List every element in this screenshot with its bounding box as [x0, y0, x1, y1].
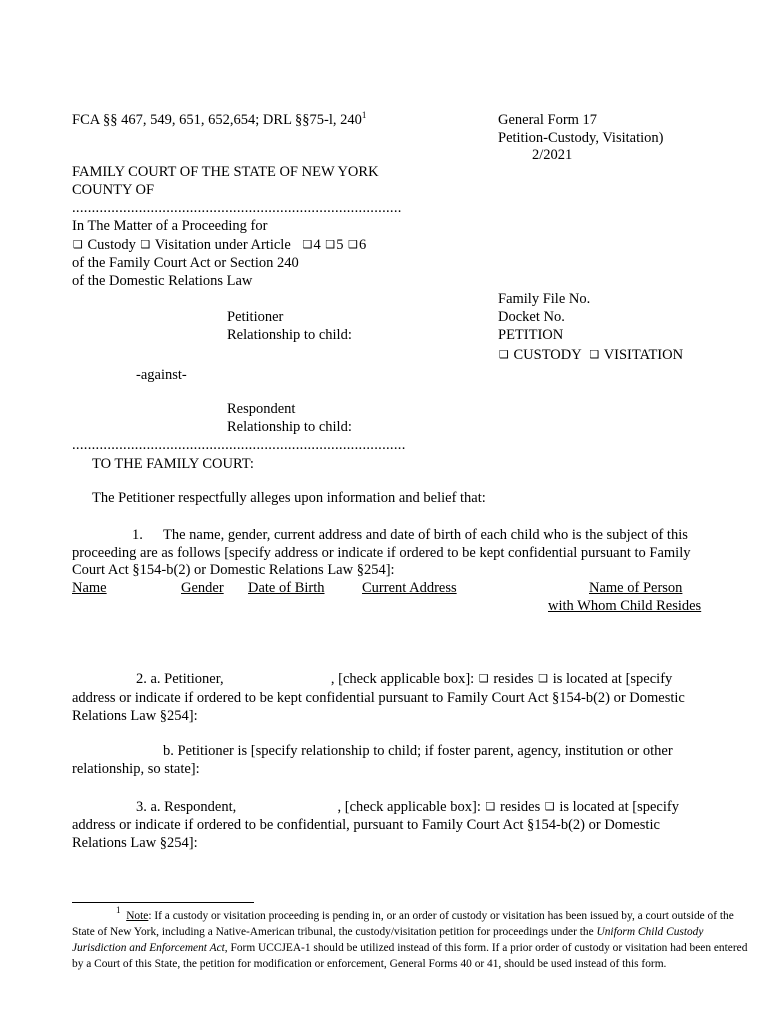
form-date: 2/2021 [532, 147, 573, 163]
county-label: COUNTY OF [72, 182, 155, 198]
footnote-rule [72, 902, 254, 903]
para-3a-line-2: address or indicate if ordered to be confidential, pursuant to Family Court Act §154-b(2) or Domestic [72, 817, 660, 833]
proceeding-type-line: ❑ Custody ❑ Visitation under Article ❑4 ❑5 ❑6 [73, 237, 367, 253]
respondent-label: Respondent [227, 401, 296, 417]
para-1-line-1: The name, gender, current address and date of birth of each child who is the subject of this [163, 527, 688, 543]
docket-no: Docket No. [498, 309, 565, 325]
petitioner-located-checkbox[interactable]: ❑ [538, 672, 549, 685]
para-2a-line-2: address or indicate if ordered to be kept confidential pursuant to Family Court Act §154-b(2) or Domestic [72, 690, 685, 706]
visitation-checkbox[interactable]: ❑ [140, 238, 151, 251]
form-title: Petition-Custody, Visitation) [498, 130, 664, 146]
alleges-line: The Petitioner respectfully alleges upon information and belief that: [92, 490, 486, 506]
article-6-checkbox[interactable]: ❑ [348, 238, 359, 251]
to-family-court: TO THE FAMILY COURT: [92, 456, 254, 472]
against-label: -against- [136, 367, 187, 383]
form-name: General Form 17 [498, 112, 598, 128]
drl-line: of the Domestic Relations Law [72, 273, 253, 289]
para-1-number: 1. [132, 527, 143, 543]
para-2a-line-3: Relations Law §254]: [72, 708, 198, 724]
petitioner-relationship: Relationship to child: [227, 327, 352, 343]
statute-reference: FCA §§ 467, 549, 651, 652,654; DRL §§75-l, $240^1$ [72, 110, 367, 128]
respondent-resides-checkbox[interactable]: ❑ [485, 800, 496, 813]
respondent-relationship: Relationship to child: [227, 419, 352, 435]
petition-type-line: ❑ CUSTODY ❑ VISITATION [499, 347, 684, 363]
article-4-checkbox[interactable]: ❑ [302, 238, 313, 251]
family-file-no: Family File No. [498, 291, 591, 307]
column-name: Name [72, 580, 107, 596]
para-2b-line-1: b. Petitioner is [specify relationship to child; if foster parent, agency, institution or other [163, 743, 673, 759]
column-person-1: Name of Person [589, 580, 683, 596]
dotted-rule-top: .................................................................................... [72, 200, 402, 216]
petition-heading: PETITION [498, 327, 564, 343]
petitioner-resides-checkbox[interactable]: ❑ [478, 672, 489, 685]
para-3a-line-3: Relations Law §254]: [72, 835, 198, 851]
matter-line: In The Matter of a Proceeding for [72, 218, 268, 234]
article-5-checkbox[interactable]: ❑ [325, 238, 336, 251]
para-1-line-2: proceeding are as follows [specify address or indicate if ordered to be kept confidential pursuant to Family [72, 545, 691, 561]
para-2b-line-2: relationship, so state]: [72, 761, 200, 777]
court-name: FAMILY COURT OF THE STATE OF NEW YORK [72, 164, 379, 180]
column-address: Current Address [362, 580, 457, 596]
petitioner-label: Petitioner [227, 309, 284, 325]
petition-visitation-checkbox[interactable]: ❑ [589, 348, 600, 361]
custody-checkbox[interactable]: ❑ [73, 238, 83, 251]
respondent-located-checkbox[interactable]: ❑ [544, 800, 555, 813]
column-gender: Gender [181, 580, 224, 596]
fca-line: of the Family Court Act or Section 240 [72, 255, 299, 271]
dotted-rule-bottom: ..................................................................................... [72, 437, 406, 453]
para-3a-line-1: 3. a. Respondent, , [check applicable box]: ❑ resides ❑ is located at [specify [136, 799, 679, 815]
petition-custody-checkbox[interactable]: ❑ [499, 348, 509, 361]
column-dob: Date of Birth [248, 580, 325, 596]
para-2a-line-1: 2. a. Petitioner, , [check applicable box]: ❑ resides ❑ is located at [specify [136, 671, 673, 687]
footnote: $^1$ Note: If a custody or visitation proceeding is pending in, or an order of custody or visitation has been issued by, a court outside of the State of New York, including a Native-American tribunal, the custody/visitation petition for proceedings under the Uniform Child Custody Jurisdiction and Enforcement Act, Form UCCJEA-1 should be utilized instead of this form. If a prior order of custody or visitation had been entered by a Court of this State, the petition for modification or enforcement, General Forms 40 or 41, should be used instead of this form. [72, 905, 748, 970]
para-1-line-3: Court Act §154-b(2) or Domestic Relations Law §254]: [72, 562, 395, 578]
column-person-2: with Whom Child Resides [548, 598, 702, 614]
